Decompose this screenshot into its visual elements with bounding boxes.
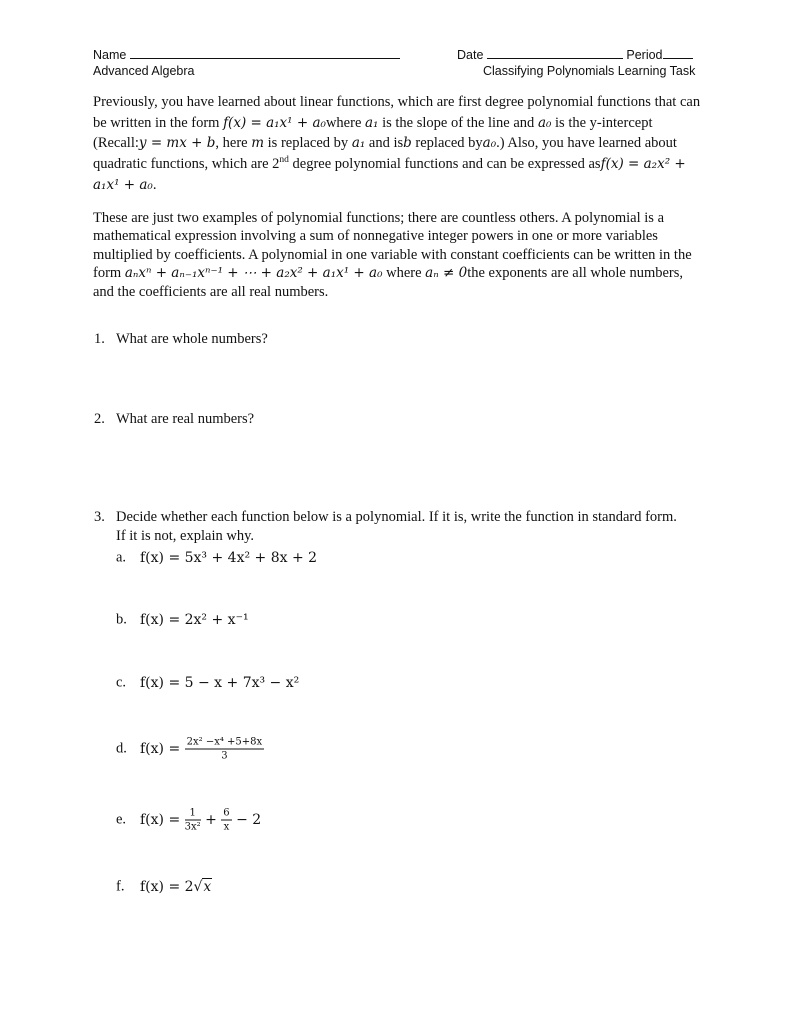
intro-paragraph-1: Previously, you have learned about linear functions, which are first degree polynomial functions that can be written in the form f(x) = a₁x¹ + a₀where a₁ is the slope of the line and a₀ is the y-intercept (Recall:y = mx + b, here m is replaced by a₁ and isb replaced bya₀.) Also, you have learned about quadratic functions, which are 2nd degree polynomial functions and can be expressed asf(x) = a₂x² + a₁x¹ + a₀. bbox=[93, 94, 701, 193]
question-3: 3. Decide whether each function below is a polynomial. If it is, write the function in standard form. If it is not, explain why. bbox=[94, 509, 677, 544]
name-field bbox=[93, 47, 400, 62]
question-2: 2. What are real numbers? bbox=[94, 411, 255, 427]
name-label: Name bbox=[93, 48, 127, 62]
item-e-fraction-1: $\frac{1}{\text{3x²}}$ bbox=[184, 807, 201, 833]
slope-intercept-formula: y = mx + b bbox=[138, 135, 216, 152]
item-d-fraction: $\frac{\text{2x² −x⁴ +5+8x}}{3}$ bbox=[186, 736, 263, 762]
leading-coefficient-condition: aₙ ≠ 0 bbox=[425, 265, 468, 282]
task-title: Classifying Polynomials Learning Task bbox=[483, 64, 696, 78]
quadratic-form-formula: f(x) = a₂x² + a₁x¹ + a₀ bbox=[93, 156, 686, 193]
date-label: Date bbox=[457, 48, 484, 62]
course-name: Advanced Algebra bbox=[93, 64, 195, 78]
item-a-expression: f(x) = 5x³ + 4x² + 8x + 2 bbox=[140, 550, 318, 566]
item-e-expression: f(x) = $\frac{1}{\text{3x²}}$ + $\frac{6}{x}$ − 2 bbox=[140, 807, 262, 833]
date-blank[interactable] bbox=[487, 47, 623, 59]
square-root: √x bbox=[193, 879, 212, 895]
item-e-fraction-2: $\frac{6}{x}$ bbox=[223, 807, 230, 833]
linear-form-formula: f(x) = a₁x¹ + a₀ bbox=[223, 114, 326, 131]
intro-paragraph-2: These are just two examples of polynomial functions; there are countless others. A polynomial is a mathematical expression involving a sum of nonnegative integer powers in one or more variables multiplied by coefficients. A polynomial in one variable with constant coefficients can be written in the form aₙxⁿ + aₙ₋₁xⁿ⁻¹ + ⋯ + a₂x² + a₁x¹ + a₀ where aₙ ≠ 0the exponents are all whole numbers, and the coefficients are all real numbers. bbox=[93, 210, 692, 300]
item-d-expression: f(x) = $\frac{\text{2x² −x⁴ +5+8x}}{3}$ bbox=[140, 736, 263, 762]
item-b-expression: f(x) = 2x² + x⁻¹ bbox=[140, 612, 249, 628]
question-1: 1. What are whole numbers? bbox=[94, 331, 268, 347]
item-f-expression: f(x) = 2√x bbox=[140, 879, 212, 895]
general-polynomial-formula: aₙxⁿ + aₙ₋₁xⁿ⁻¹ + ⋯ + a₂x² + a₁x¹ + a₀ bbox=[124, 265, 383, 282]
period-label: Period bbox=[626, 48, 663, 62]
item-c-expression: f(x) = 5 − x + 7x³ − x² bbox=[140, 675, 300, 691]
period-blank[interactable] bbox=[663, 47, 693, 59]
name-blank[interactable] bbox=[130, 47, 400, 59]
worksheet-page: Name Date Period Advanced Algebra Classifying Polynomials Learning Task Previously, you have learned about linear functions, which are first degree polynomial functions that can be written in the form f(x) = a₁x¹ + a₀where a₁ is the slope of the line and a₀ is the y-intercept (Recall:y = mx + b, here m is replaced by a₁ and isb replaced bya₀.) Also, you have learned about quadratic functions, which are 2nd degree polynomial functions and can be expressed asf(x) = a₂x² + a₁x¹ + a₀. These are just two examples of polynomial functions; there are countless others. A polynomial is a mathematical expression involving a sum of nonnegative integer powers in one or more variables multiplied by coefficients. A polynomial in one variable with constant coefficients can be written in the form aₙxⁿ + aₙ₋₁xⁿ⁻¹ + ⋯ + a₂x² + a₁x¹ + a₀ where aₙ ≠ 0the exponents are all whole numbers, and the coefficients are all real numbers. 1. What are whole numbers? 2. What are real numbers? 3. Decide whether each function below is a polynomial. If it is, write the function in standard form. If it is not, explain why. a. f(x) = 5x³ + 4x² + 8x + 2 b. f(x) = 2x² + x⁻¹ c. f(x) = 5 − x + 7x³ − x² d. f(x) = $\frac{\text{2x² −x⁴ +5+8x}}{3}$ e. f(x) = $\frac{1}{\text{3x²}}$ + $\frac{6}{x}$ − 2 f. f(x) = 2√x bbox=[0, 0, 791, 1024]
date-period-field bbox=[457, 47, 693, 62]
